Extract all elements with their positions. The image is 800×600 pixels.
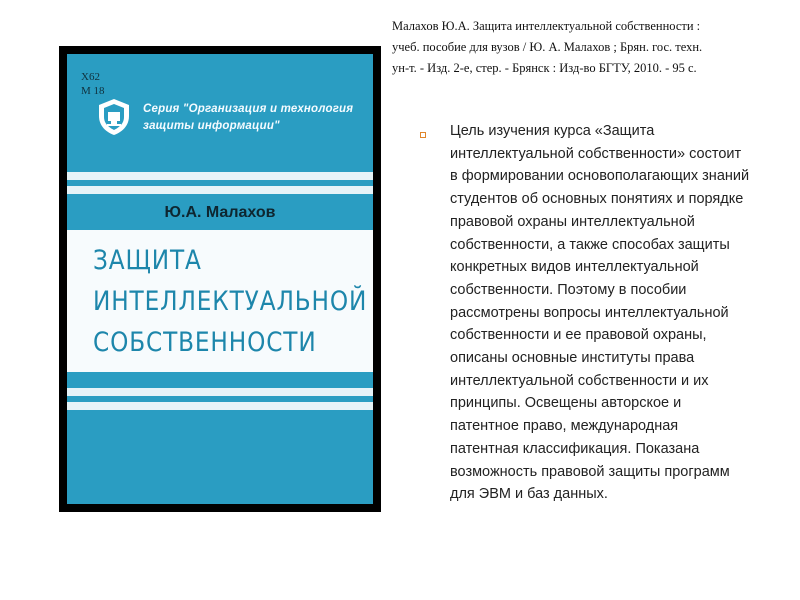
list-item [420,120,750,506]
bibliographic-citation [392,16,792,79]
citation-line: учеб. пособие для вузов / Ю. А. Малахов ; Брян. гос. техн. [392,40,703,54]
call-number: Х62 М 18 [81,71,105,97]
book-series: Серия "Организация и технология защиты информации" [143,103,354,132]
shield-emblem-icon [97,98,131,136]
square-bullet-icon [420,132,426,138]
citation-line: ун-т. - Изд. 2-е, стер. - Брянск : Изд-во БГТУ, 2010. - 95 с. [392,61,697,75]
cover-title-block [67,230,373,372]
cover-title-line: ЗАЩИТА [93,245,202,276]
cover-title-line: СОБСТВЕННОСТИ [93,327,317,358]
cover-stripe [67,388,373,396]
cover-title [93,240,368,363]
course-description-list [420,120,750,506]
cover-stripe [67,186,373,194]
course-description-text: Цель изучения курса «Защита интеллектуальной собственности» состоит в формировании основополагающих знаний студентов об основных понятиях и порядке правовой охраны интеллектуальной собственности, а также способах защиты конкретных видов интеллектуальной собственности. Поэтому в пособии рассмотрены вопросы интеллектуальной собственности и ее правовой охраны, описаны основные институты права интеллектуальной собственности и их принципы. Освещены авторское и патентное право, международная патентная классификация. Показана возможность правовой защиты программ для ЭВМ и баз данных. [450,123,750,503]
citation-line: Малахов Ю.А. Защита интеллектуальной собственности : [392,19,701,33]
cover-stripe [67,402,373,410]
book-cover-image [67,54,373,504]
cover-stripe [67,172,373,180]
cover-author: Ю.А. Малахов [164,204,276,221]
cover-title-line: ИНТЕЛЛЕКТУАЛЬНОЙ [93,286,368,317]
